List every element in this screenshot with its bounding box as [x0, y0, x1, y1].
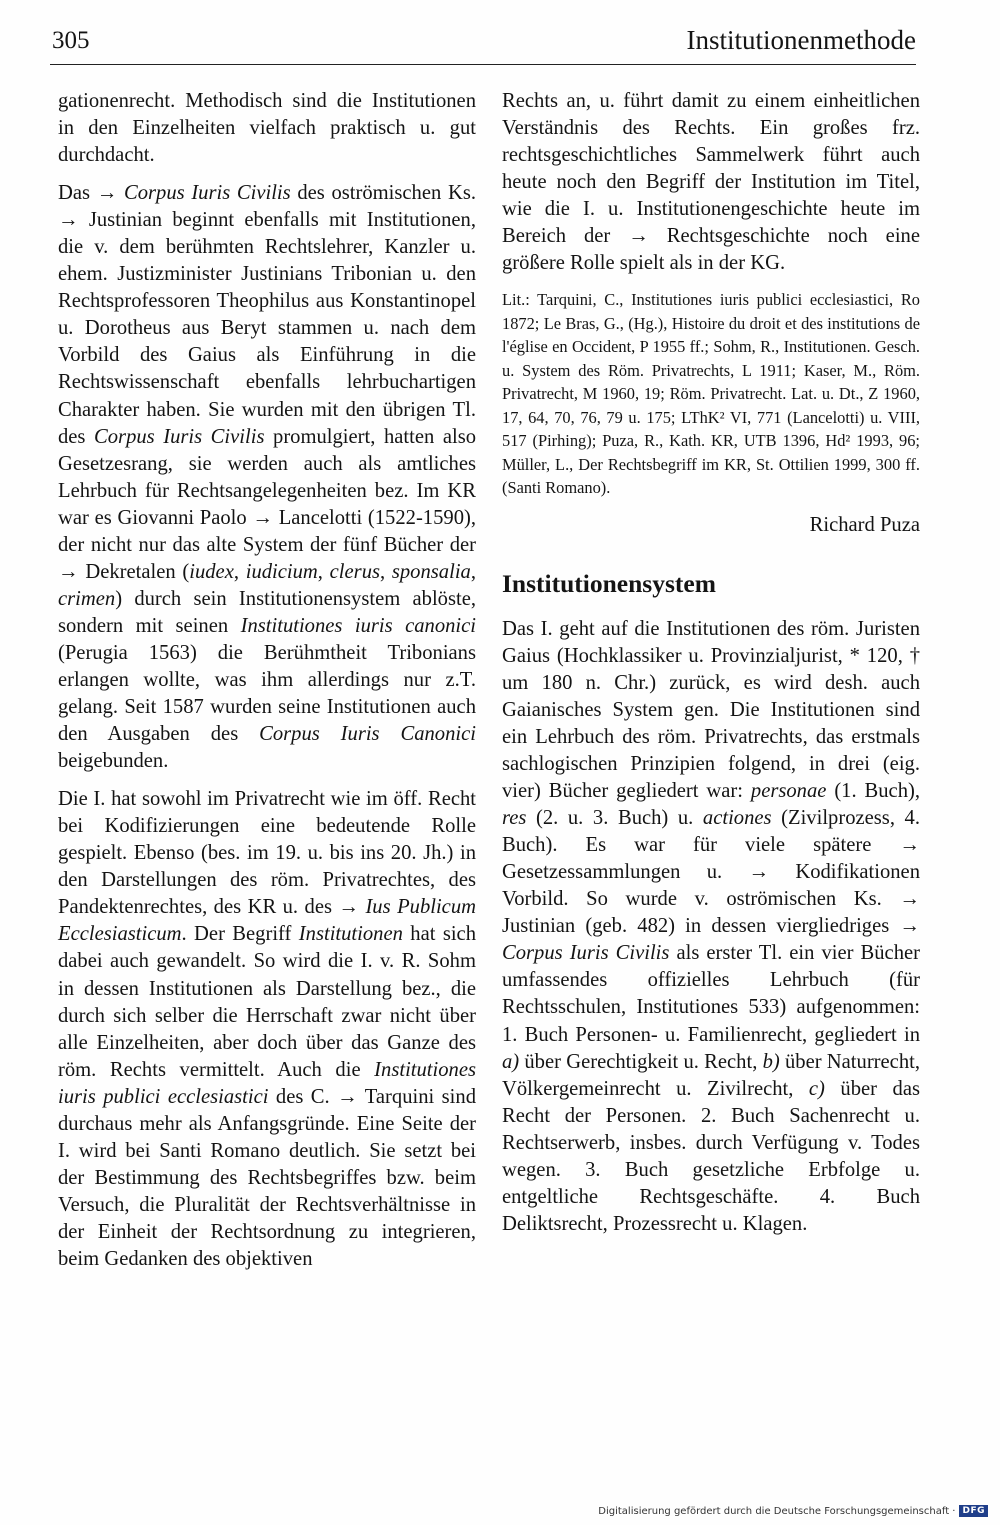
- italic-run: b): [762, 1050, 780, 1073]
- text-run: ,: [470, 560, 476, 583]
- right-paragraph-1: Rechts an, u. führt damit zu einem einheitlichen Verständnis des Rechts. Ein großes frz. rechtsgeschichtliches Sammelwerk führt auch heute noch den Begriff der Institution im Titel, wie die I. u. Institutionengeschichte heute im Bereich der → Rechtsgeschichte noch eine größere Rolle spielt als in der KG.: [502, 90, 920, 275]
- text-run: . Der Begriff: [181, 923, 299, 946]
- italic-run: Ius Publicum Ecclesiasticum: [58, 896, 476, 946]
- left-paragraph-3: [58, 786, 476, 1273]
- italic-run: Corpus Iuris Civilis: [123, 182, 291, 205]
- text-run: Das I. geht auf die Institutionen des röm. Juristen Gaius (Hochklassiker u. Provinzialjurist, * 120, † um 180 n. Chr.) zurück, es wird desh. auch Gaianisches System gen. Die Institutionen sind ein Lehrbuch des röm. Privatrechts, das erstmals sachlogischen Prinzipien folgend, in drei (eig. vier) Bücher gegliedert war:: [502, 617, 920, 803]
- italic-run: actiones: [702, 807, 772, 830]
- text-run: beigebunden.: [58, 750, 169, 773]
- article-author: Richard Puza: [809, 513, 920, 536]
- text-run: Das →: [58, 182, 124, 205]
- italic-run: Institutionen: [298, 923, 403, 946]
- dfg-logo: DFG: [959, 1505, 988, 1517]
- header-rule: [50, 64, 916, 65]
- literature-references: Lit.: Tarquini, C., Institutiones iuris publici ecclesiastici, Ro 1872; Le Bras, G., (Hg.), Histoire du droit et des institutions de l'église en Occident, P 1955 ff.; Sohm, R., Institutionen. Gesch. u. System des Röm. Privatrechts, L 1911; Kaser, M., Röm. Privatrecht, M 1960, 19; Röm. Privatrecht. Lat. u. Dt., Z 1960, 17, 64, 70, 76, 79 u. 175; LThK² VI, 771 (Lancelotti) u. VIII, 517 (Pirhing); Puza, R., Kath. KR, UTB 1396, Hd² 1993, 96; Müller, L., Der Rechtsbegriff im KR, St. Ottilien 1999, 300 ff. (Santi Romano).: [502, 290, 920, 498]
- italic-run: clerus: [329, 560, 380, 583]
- text-run: über Gerechtigkeit u. Recht,: [519, 1050, 763, 1073]
- italic-run: iudicium: [245, 560, 318, 583]
- italic-run: Institutiones iuris publici ecclesiastici: [58, 1058, 476, 1108]
- italic-run: sponsalia: [391, 560, 471, 583]
- italic-run: personae: [750, 780, 827, 803]
- right-paragraph-2: [502, 616, 920, 1238]
- text-run: Die I. hat sowohl im Privatrecht wie im öff. Recht bei Kodifizierungen eine bedeutende Rolle gespielt. Ebenso (bes. im 19. u. bis ins 20. Jh.) in den Darstellungen des röm. Privatrechtes, des Pandektenrechtes, des KR u. des →: [58, 788, 476, 919]
- text-run: (2. u. 3. Buch) u.: [526, 807, 703, 830]
- digitization-footer: [598, 1505, 988, 1517]
- italic-run: Corpus Iuris Canonici: [259, 723, 476, 746]
- text-run: als erster Tl. ein vier Bücher umfassendes offizielles Lehrbuch (für Rechtsschulen, Institutiones 533) aufgenommen: 1. Buch Personen- u. Familienrecht, gegliedert in: [502, 942, 920, 1046]
- text-run: ,: [380, 560, 392, 583]
- left-column: [58, 88, 476, 1284]
- italic-run: Corpus Iuris Civilis: [502, 942, 670, 965]
- text-run: des oströmischen Ks. → Justinian beginnt ebenfalls mit Institutionen, die v. dem berühmten Rechtslehrer, Kanzler u. ehem. Justizminister Justinians Tribonian u. den Rechtsprofessoren Theophilus aus Konstantinopel u. Dorotheus aus Beryt stammen u. nach dem Vorbild des Gaius als Einführung in die Rechtswissenschaft ebenfalls lehrbuchartigen Charakter haben. Sie wurden mit den übrigen Tl. des: [58, 182, 477, 448]
- text-run: ,: [317, 560, 330, 583]
- italic-run: crimen: [58, 587, 116, 610]
- text-run: des C. → Tarquini sind durchaus mehr als Anfangsgründe. Eine Seite der I. wird bei Santi Romano deutlich. Sie setzt bei der Bestimmung des Rechtsbegriffes bzw. beim Versuch, die Pluralität der Rechtsverhältnisse in der Einheit der Rechtsordnung zu integrieren, beim Gedanken des objektiven: [58, 1085, 476, 1270]
- left-paragraph-1: gationenrecht. Methodisch sind die Institutionen in den Einzelheiten vielfach praktisch u. gut durchdacht.: [58, 90, 476, 167]
- right-column: [502, 88, 920, 1249]
- text-run: (Zivilprozess, 4. Buch). Es war für viele spätere → Gesetzessammlungen u. → Kodifikationen Vorbild. So wurde v. oströmischen Ks. → Justinian (geb. 482) in dessen viergliedriges →: [502, 807, 920, 938]
- left-paragraph-2: [58, 180, 476, 775]
- text-run: (1. Buch),: [826, 780, 920, 803]
- italic-run: c): [808, 1077, 825, 1100]
- italic-run: res: [502, 807, 527, 830]
- text-run: (Perugia 1563) die Berühmtheit Tribonians erlangen wollte, was ihm allerdings nur z.T. gelang. Seit 1587 wurden seine Institutionen auch den Ausgaben des: [58, 641, 476, 746]
- running-title: Institutionenmethode: [686, 25, 916, 55]
- italic-run: Corpus Iuris Civilis: [94, 425, 265, 448]
- italic-run: Institutiones iuris canonici: [240, 614, 476, 637]
- text-run: promulgiert, hatten also Gesetzesrang, sie werden auch als amtliches Lehrbuch für Rechtsangelegenheiten bez. Im KR war es Giovanni Paolo → Lancelotti (1522-1590), der nicht nur das alte System der fünf Bücher der → Dekretalen (: [58, 425, 476, 583]
- italic-run: a): [502, 1050, 520, 1073]
- italic-run: iudex: [189, 560, 234, 583]
- text-run: über das Recht der Personen. 2. Buch Sachenrecht u. Rechtserwerb, insbes. durch Verfügung v. Todes wegen. 3. Buch gesetzliche Erbfolge u. entgeltliche Rechtsgeschäfte. 4. Buch Deliktsrecht, Prozessrecht u. Klagen.: [502, 1077, 920, 1235]
- text-run: ) durch sein Institutionensystem ablöste, sondern mit seinen: [58, 587, 476, 637]
- footer-text: Digitalisierung gefördert durch die Deutsche Forschungsgemeinschaft ·: [598, 1505, 956, 1517]
- text-run: ,: [233, 560, 246, 583]
- page-number: 305: [52, 27, 90, 54]
- text-run: über Naturrecht, Völkergemeinrecht u. Zivilrecht,: [502, 1050, 920, 1100]
- text-run: hat sich dabei auch gewandelt. So wird die I. v. R. Sohm in dessen Institutionen als Darstellung bez., die durch sich selber die Herrschaft zwar nicht über alle Einzelheiten, aber doch über das Ganze des röm. Rechts vermittelt. Auch die: [58, 923, 476, 1081]
- section-title: Institutionensystem: [502, 568, 716, 598]
